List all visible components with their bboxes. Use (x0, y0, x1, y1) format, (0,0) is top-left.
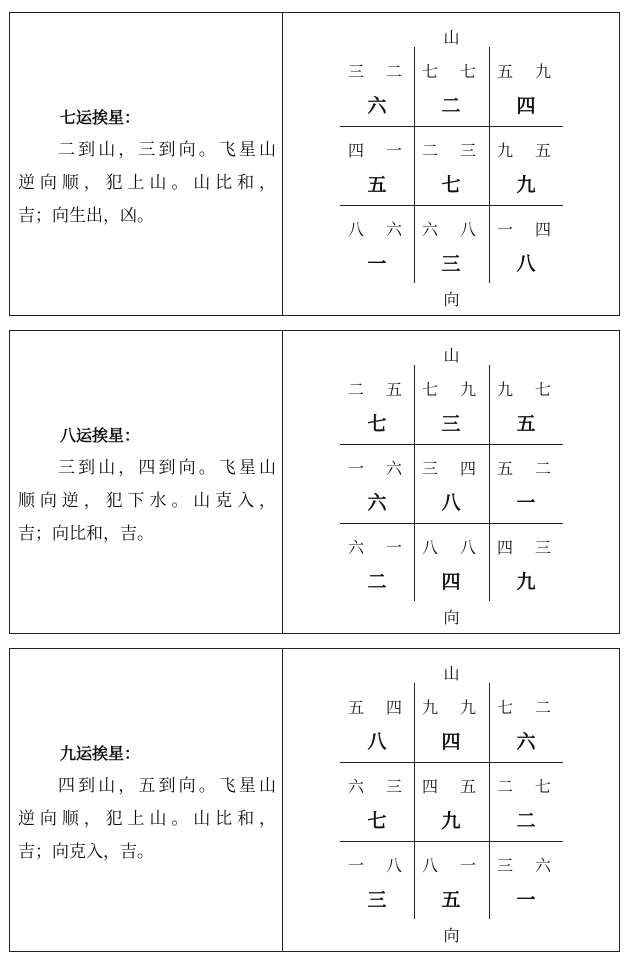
period-star: 六 (367, 95, 387, 117)
period-star: 七 (367, 810, 387, 832)
period-star: 二 (441, 95, 461, 117)
flying-star-chart (340, 649, 563, 951)
facing-label: 向 (443, 290, 460, 309)
palace-cell (414, 205, 488, 283)
cell-stars (340, 695, 414, 717)
mountain-star: 七 (497, 698, 514, 717)
period-star: 四 (516, 95, 536, 117)
facing-star: 五 (386, 380, 403, 399)
facing-star: 七 (535, 380, 552, 399)
palace-cell (340, 205, 414, 283)
cell-stars (340, 59, 414, 81)
mountain-label: 山 (443, 664, 460, 683)
mountain-label: 山 (443, 28, 460, 47)
description-line: 顺向逆，犯下水。山克入， (18, 491, 276, 511)
cell-stars (489, 59, 563, 81)
period-star: 五 (516, 413, 536, 435)
mountain-star: 七 (422, 380, 439, 399)
palace-cell (489, 47, 563, 125)
period-star: 七 (441, 174, 461, 196)
facing-star: 五 (460, 777, 477, 796)
flying-star-panel (9, 648, 620, 952)
mountain-star: 二 (497, 777, 514, 796)
palace-cell (489, 523, 563, 601)
palace-cell (489, 365, 563, 443)
facing-star: 四 (460, 459, 477, 478)
mountain-star: 一 (348, 856, 365, 875)
facing-star: 二 (386, 62, 403, 81)
period-star: 五 (367, 174, 387, 196)
cell-stars (340, 853, 414, 875)
description-line: 吉；向比和，吉。 (18, 524, 154, 544)
mountain-star: 二 (348, 380, 365, 399)
cell-stars (340, 217, 414, 239)
facing-star: 六 (535, 856, 552, 875)
cell-stars (489, 138, 563, 160)
mountain-star: 二 (422, 141, 439, 160)
period-star: 三 (441, 253, 461, 275)
mountain-star: 七 (422, 62, 439, 81)
flying-star-chart (340, 13, 563, 315)
facing-star: 三 (460, 141, 477, 160)
description-text (18, 419, 276, 551)
mountain-star: 九 (497, 380, 514, 399)
palace-cell (414, 444, 488, 522)
facing-star: 八 (386, 856, 403, 875)
palace-cell (340, 841, 414, 919)
mountain-star: 五 (497, 459, 514, 478)
period-star: 八 (441, 492, 461, 514)
mountain-star: 四 (348, 141, 365, 160)
mountain-star: 八 (348, 220, 365, 239)
description-line: 吉；向克入，吉。 (18, 842, 154, 862)
period-star: 三 (441, 413, 461, 435)
period-star: 四 (441, 731, 461, 753)
mountain-star: 三 (348, 62, 365, 81)
period-star: 一 (516, 889, 536, 911)
palace-cell (340, 365, 414, 443)
mountain-star: 六 (422, 220, 439, 239)
cell-stars (489, 695, 563, 717)
description-line: 二到山，三到向。飞星山 (58, 140, 276, 160)
facing-star: 八 (460, 220, 477, 239)
period-title: 八运挨星： (60, 426, 141, 445)
description-line: 四到山，五到向。飞星山 (58, 776, 276, 796)
period-star: 八 (367, 731, 387, 753)
mountain-star: 四 (422, 777, 439, 796)
facing-star: 六 (386, 459, 403, 478)
cell-stars (414, 377, 488, 399)
palace-cell (414, 47, 488, 125)
palace-cell (489, 841, 563, 919)
cell-stars (340, 774, 414, 796)
palace-cell (340, 126, 414, 204)
period-title: 七运挨星： (60, 108, 141, 127)
flying-star-chart (340, 331, 563, 633)
palace-cell (414, 683, 488, 761)
palace-cell (489, 762, 563, 840)
facing-star: 九 (460, 380, 477, 399)
period-star: 七 (367, 413, 387, 435)
facing-star: 六 (386, 220, 403, 239)
cell-stars (414, 217, 488, 239)
period-star: 九 (516, 174, 536, 196)
period-star: 一 (367, 253, 387, 275)
facing-star: 八 (460, 538, 477, 557)
cell-stars (340, 535, 414, 557)
facing-star: 一 (386, 538, 403, 557)
palace-cell (414, 365, 488, 443)
mountain-label: 山 (443, 346, 460, 365)
palace-cell (489, 683, 563, 761)
mountain-star: 九 (497, 141, 514, 160)
cell-stars (340, 138, 414, 160)
cell-stars (489, 377, 563, 399)
flying-star-panel (9, 330, 620, 634)
facing-star: 一 (386, 141, 403, 160)
facing-star: 三 (535, 538, 552, 557)
mountain-star: 三 (422, 459, 439, 478)
description-column (10, 331, 283, 633)
palace-cell (414, 762, 488, 840)
palace-cell (489, 444, 563, 522)
description-line: 逆向顺，犯上山。山比和， (18, 173, 276, 193)
facing-star: 四 (386, 698, 403, 717)
palace-cell (489, 126, 563, 204)
description-column (10, 13, 283, 315)
cell-stars (340, 377, 414, 399)
facing-star: 九 (535, 62, 552, 81)
description-text (18, 737, 276, 869)
nine-palace-grid (340, 683, 563, 919)
palace-cell (340, 47, 414, 125)
description-text (18, 101, 276, 233)
mountain-star: 一 (497, 220, 514, 239)
description-line: 逆向顺，犯上山。山比和， (18, 809, 276, 829)
palace-cell (340, 762, 414, 840)
description-column (10, 649, 283, 951)
period-star: 六 (367, 492, 387, 514)
mountain-star: 五 (497, 62, 514, 81)
period-star: 九 (516, 571, 536, 593)
facing-star: 四 (535, 220, 552, 239)
palace-cell (414, 841, 488, 919)
mountain-star: 八 (422, 538, 439, 557)
cell-stars (489, 217, 563, 239)
description-line: 三到山，四到向。飞星山 (58, 458, 276, 478)
cell-stars (414, 853, 488, 875)
palace-cell (340, 523, 414, 601)
nine-palace-grid (340, 47, 563, 283)
mountain-star: 四 (497, 538, 514, 557)
cell-stars (414, 695, 488, 717)
cell-stars (489, 774, 563, 796)
nine-palace-grid (340, 365, 563, 601)
cell-stars (414, 456, 488, 478)
flying-star-panel (9, 12, 620, 316)
palace-cell (489, 205, 563, 283)
period-star: 八 (516, 253, 536, 275)
cell-stars (489, 853, 563, 875)
facing-star: 二 (535, 459, 552, 478)
cell-stars (340, 456, 414, 478)
mountain-star: 六 (348, 777, 365, 796)
facing-star: 九 (460, 698, 477, 717)
facing-star: 七 (535, 777, 552, 796)
cell-stars (414, 535, 488, 557)
facing-star: 五 (535, 141, 552, 160)
description-line: 吉；向生出，凶。 (18, 206, 154, 226)
mountain-star: 一 (348, 459, 365, 478)
facing-label: 向 (443, 608, 460, 627)
mountain-star: 三 (497, 856, 514, 875)
mountain-star: 六 (348, 538, 365, 557)
period-star: 六 (516, 731, 536, 753)
period-star: 二 (516, 810, 536, 832)
facing-star: 二 (535, 698, 552, 717)
facing-star: 七 (460, 62, 477, 81)
period-star: 四 (441, 571, 461, 593)
period-star: 一 (516, 492, 536, 514)
facing-star: 三 (386, 777, 403, 796)
facing-label: 向 (443, 926, 460, 945)
period-star: 二 (367, 571, 387, 593)
facing-star: 一 (460, 856, 477, 875)
mountain-star: 八 (422, 856, 439, 875)
mountain-star: 五 (348, 698, 365, 717)
cell-stars (414, 138, 488, 160)
palace-cell (340, 444, 414, 522)
period-title: 九运挨星： (60, 744, 141, 763)
period-star: 九 (441, 810, 461, 832)
palace-cell (340, 683, 414, 761)
cell-stars (489, 535, 563, 557)
period-star: 五 (441, 889, 461, 911)
mountain-star: 九 (422, 698, 439, 717)
cell-stars (414, 774, 488, 796)
period-star: 三 (367, 889, 387, 911)
cell-stars (414, 59, 488, 81)
palace-cell (414, 126, 488, 204)
cell-stars (489, 456, 563, 478)
palace-cell (414, 523, 488, 601)
